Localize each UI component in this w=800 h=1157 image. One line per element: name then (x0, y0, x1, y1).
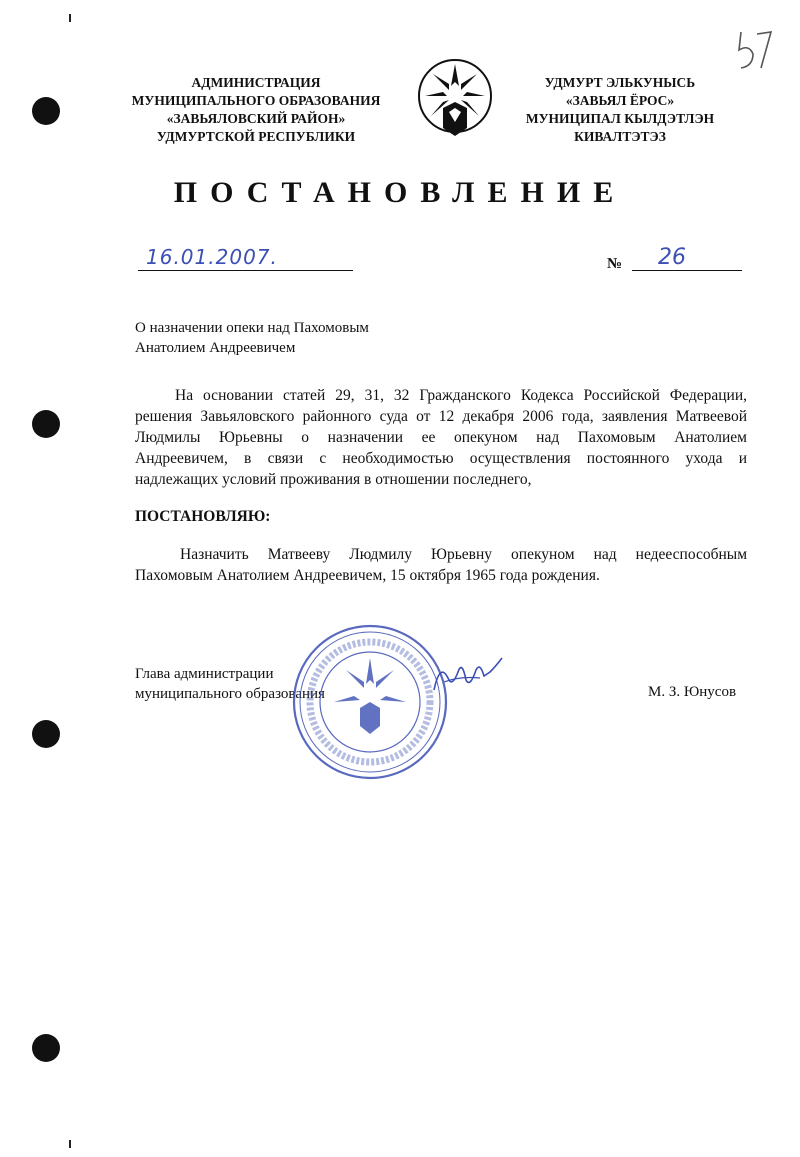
punch-hole (32, 1034, 60, 1062)
header-left-line: АДМИНИСТРАЦИЯ (191, 75, 321, 90)
number-label: № (607, 256, 623, 272)
paragraph-line: Людмилы Юрьевны о назначении ее опекуном над Пахомовым Анатолием (135, 429, 747, 446)
number-underline (632, 270, 742, 271)
date-underline (138, 270, 353, 271)
header-left-block (120, 74, 392, 146)
basis-paragraph (135, 385, 747, 490)
paragraph-line: Андреевичем, в связи с необходимостью осуществления постоянного ухода и (135, 450, 747, 467)
punch-hole (32, 97, 60, 125)
document-subject (135, 318, 465, 358)
official-seal-stamp (290, 622, 450, 782)
punch-hole (32, 720, 60, 748)
paragraph-line: надлежащих условий проживания в отношении последнего, (135, 471, 532, 488)
order-paragraph (135, 544, 747, 586)
paragraph-line: Назначить Матвееву Людмилу Юрьевну опекуном над недееспособным (180, 546, 747, 563)
subject-line: Анатолием Андреевичем (135, 340, 296, 356)
header-right-line: «ЗАВЬЯЛ ЁРОС» (565, 93, 675, 108)
subject-line: О назначении опеки над Пахомовым (135, 320, 369, 336)
signatory-name: М. З. Юнусов (648, 684, 737, 700)
scan-mark (69, 1140, 71, 1148)
document-title: ПОСТАНОВЛЕНИЕ (173, 176, 627, 209)
coat-of-arms-emblem (415, 56, 495, 142)
paragraph-line: Пахомовым Анатолием Андреевичем, 15 октября 1965 года рождения. (135, 567, 600, 584)
header-right-line: КИВАЛТЭТЭЗ (574, 129, 666, 144)
scan-mark (69, 14, 71, 22)
decree-heading: ПОСТАНОВЛЯЮ: (135, 508, 271, 525)
paragraph-line: На основании статей 29, 31, 32 Гражданского Кодекса Российской Федерации, (175, 387, 747, 404)
signatory-title-line: муниципального образования (135, 686, 325, 702)
header-right-line: УДМУРТ ЭЛЬКУНЫСЬ (544, 75, 696, 90)
header-left-line: «ЗАВЬЯЛОВСКИЙ РАЙОН» (166, 111, 346, 126)
header-right-line: МУНИЦИПАЛ КЫЛДЭТЛЭН (525, 111, 715, 126)
document-date: 16.01.2007. (146, 245, 278, 269)
signatory-title-line: Глава администрации (135, 666, 274, 682)
handwritten-page-number (735, 24, 775, 74)
punch-hole (32, 410, 60, 438)
handwritten-signature (430, 652, 510, 698)
document-number: 26 (658, 245, 686, 270)
paragraph-line: решения Завьяловского районного суда от 12 декабря 2006 года, заявления Матвеевой (135, 408, 747, 425)
header-left-line: МУНИЦИПАЛЬНОГО ОБРАЗОВАНИЯ (131, 93, 381, 108)
header-left-line: УДМУРТСКОЙ РЕСПУБЛИКИ (156, 129, 356, 144)
header-right-block (514, 74, 726, 146)
